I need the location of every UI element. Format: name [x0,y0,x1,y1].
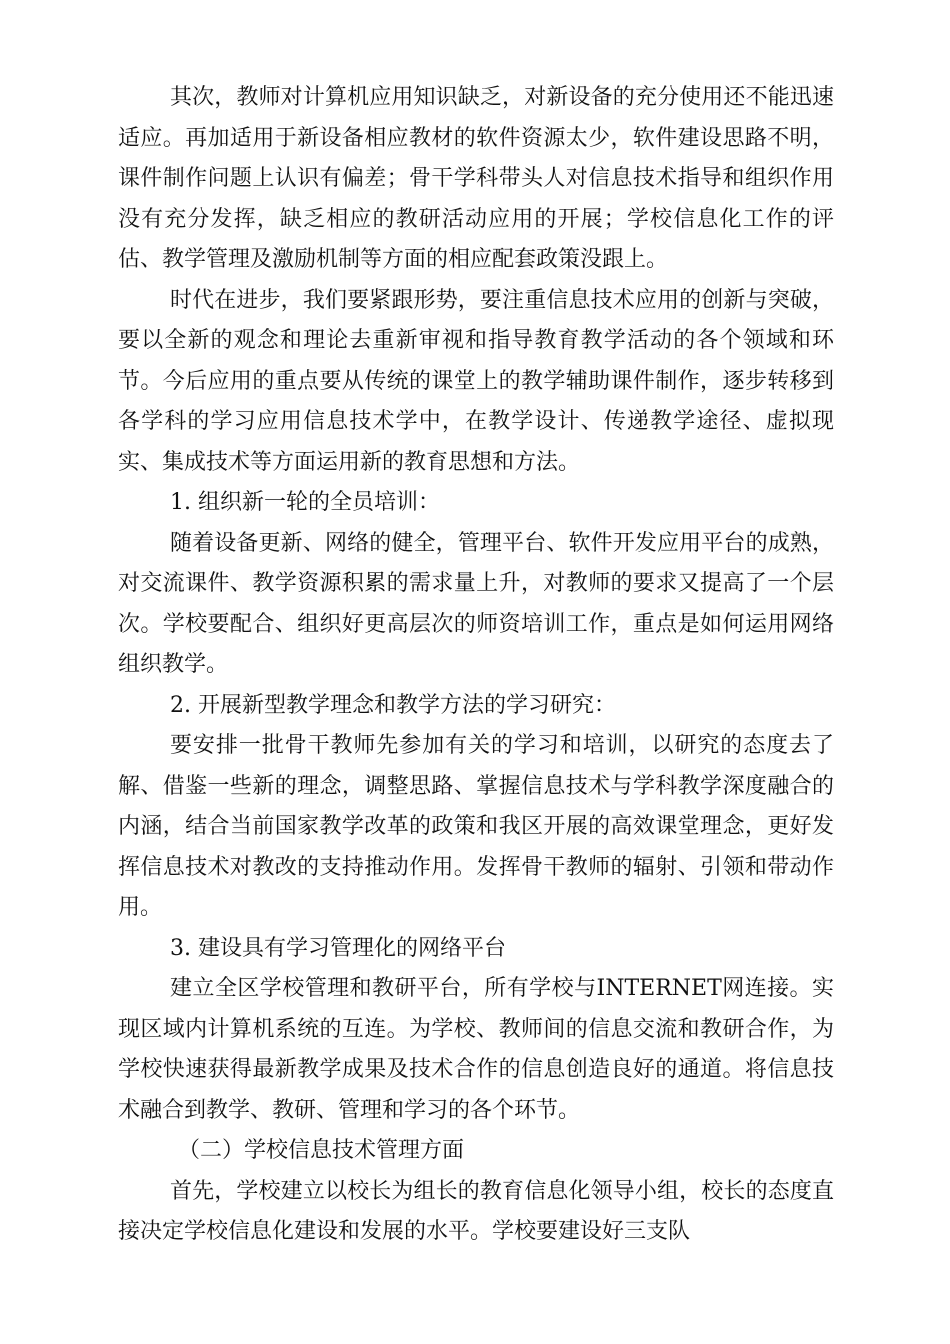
paragraph-teaching-research: 要安排一批骨干教师先参加有关的学习和培训，以研究的态度去了解、借鉴一些新的理念，调整思路、掌握信息技术与学科教学深度融合的内涵，结合当前国家教学改革的政策和我区开展的高效课堂理念，更好发挥信息技术对教改的支持推动作用。发挥骨干教师的辐射、引领和带动作用。 [118,733,834,920]
paragraph-teacher-skills: 其次，教师对计算机应用知识缺乏，对新设备的充分使用还不能迅速适应。再加适用于新设备相应教材的软件资源太少，软件建设思路不明，课件制作问题上认识有偏差；骨干学科带头人对信息技术指导和组织作用没有充分发挥，缺乏相应的教研活动应用的开展；学校信息化工作的评估、教学管理及激励机制等方面的相应配套政策没跟上。 [118,85,834,272]
heading-training: 1. 组织新一轮的全员培训： [170,490,440,515]
heading-school-management: （二）学校信息技术管理方面 [178,1138,465,1163]
heading-network-platform: 3. 建设具有学习管理化的网络平台 [170,935,506,961]
paragraph-network-platform: 建立全区学校管理和教研平台，所有学校与INTERNET网连接。实现区域内计算机系统的互连。为学校、教师间的信息交流和教研合作，为学校快速获得最新教学成果及技术合作的信息创造良好的通道。将信息技术融合到教学、教研、管理和学习的各个环节。 [118,976,834,1123]
heading-teaching-research: 2. 开展新型教学理念和教学方法的学习研究： [170,692,616,718]
paragraph-times-progress: 时代在进步，我们要紧跟形势，要注重信息技术应用的创新与突破，要以全新的观念和理论去重新审视和指导教育教学活动的各个领域和环节。今后应用的重点要从传统的课堂上的教学辅助课件制作，逐步转移到各学科的学习应用信息技术学中，在教学设计、传递教学途径、虚拟现实、集成技术等方面运用新的教育思想和方法。 [118,287,834,475]
document-body [118,78,834,1253]
paragraph-school-management: 首先，学校建立以校长为组长的教育信息化领导小组，校长的态度直接决定学校信息化建设和发展的水平。学校要建设好三支队 [118,1178,834,1244]
paragraph-training: 随着设备更新、网络的健全，管理平台、软件开发应用平台的成熟，对交流课件、教学资源积累的需求量上升，对教师的要求又提高了一个层次。学校要配合、组织好更高层次的师资培训工作，重点是如何运用网络组织教学。 [118,530,834,677]
